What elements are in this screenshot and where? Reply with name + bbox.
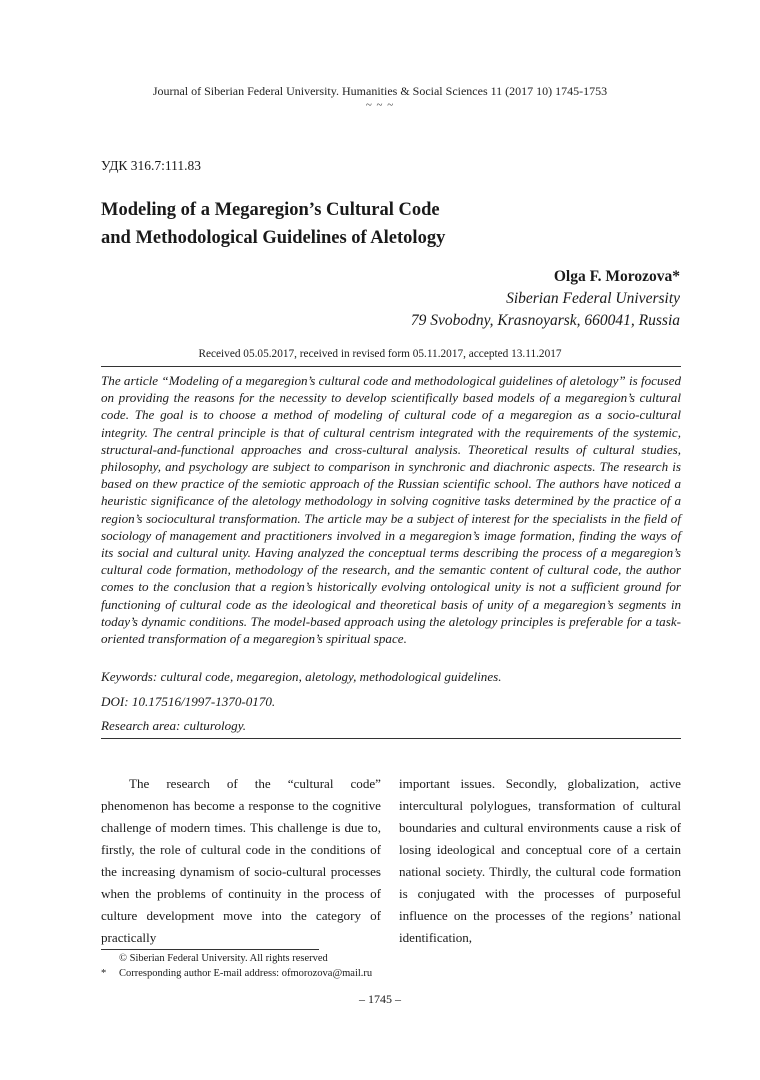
footnote-text: Corresponding author E-mail address: ofmorozova@mail.ru [119, 968, 373, 979]
udk-code: УДК 316.7:111.83 [101, 158, 202, 173]
footnote-copyright [101, 951, 328, 966]
page-number: – 1745 – [359, 992, 401, 1006]
abstract-top-rule [101, 366, 681, 367]
abstract-text: The article “Modeling of a megaregion’s cultural code and methodological guidelines of aletology” is focused on providing the reasons for the necessity to develop scientifically based models of a megaregion’s cultural code. The goal is to choose a method of modeling of cultural code of a megaregion as a socio-cultural integrity. The central principle is that of cultural centrism integrated with the requirements of the systemic, structural-and-functional approaches and cross-cultural analysis. Theoretical results of cultural studies, philosophy, and psychology are subject to comparison in synchronic and diachronic aspects. The research is based on thew practice of the semiotic approach of the Russian scientific school. The authors have noticed a heuristic significance of the aletology methodology in solving cognitive tasks determined by the practice of a region’s sociocultural transformation. The article may be a subject of interest for the specialists in the field of sociology of management and practitioners involved in a megaregion’s image formation, finding the ways of its social and cultural unity. Having analyzed the conceptual terms describing the process of a megaregion’s cultural code formation, methodology of the research, and the semantic content of cultural code, the author comes to the conclusion that a region’s historically evolving ontological unity is not a sufficient ground for functioning of cultural code as the ideological and theoretical basis of unity of a megaregion’s segments in today’s dynamic conditions. The model-based approach using the aletology principles is preferable for a task-oriented transformation of a megaregion’s spiritual space. [101, 373, 681, 647]
author-name: Olga F. Morozova* [553, 268, 680, 285]
article-title [101, 196, 661, 252]
received-dates: Received 05.05.2017, received in revised form 05.11.2017, accepted 13.11.2017 [198, 348, 562, 360]
journal-header: Journal of Siberian Federal University. Humanities & Social Sciences 11 (2017 10) 1745-1753 [152, 84, 608, 98]
abstract-bottom-rule [101, 738, 681, 739]
title-line-2: and Methodological Guidelines of Aletology [101, 228, 446, 248]
header-ornament: ~ ~ ~ [365, 99, 395, 111]
author-address: 79 Svobodny, Krasnoyarsk, 660041, Russia [410, 312, 680, 329]
footnote-mark: * [101, 968, 107, 979]
author-block [411, 266, 680, 332]
author-affiliation: Siberian Federal University [506, 290, 680, 307]
keywords: Keywords: cultural code, megaregion, aletology, methodological guidelines. [101, 669, 502, 684]
footnote-text: © Siberian Federal University. All rights reserved [119, 953, 328, 964]
title-line-1: Modeling of a Megaregion’s Cultural Code [101, 200, 440, 220]
footnote-rule [101, 949, 319, 950]
research-area: Research area: culturology. [101, 718, 247, 733]
abstract [101, 372, 681, 647]
footnote-corresponding-author [101, 966, 372, 981]
doi: DOI: 10.17516/1997-1370-0170. [101, 694, 276, 709]
body-column-right: important issues. Secondly, globalization, active intercultural polylogues, transformation of cultural boundaries and cultural environments cause a risk of losing ideological and conceptual core of a certain national society. Thirdly, the cultural code formation is conjugated with the processes of purposeful influence on the processes of the regions’ national identification, [399, 776, 681, 945]
body-column-left: The research of the “cultural code” phenomenon has become a response to the cognitive challenge of modern times. This challenge is due to, firstly, the role of cultural code in the conditions of the increasing dynamism of socio-cultural processes when the problems of continuity in the process of culture development move into the category of practically [101, 776, 381, 945]
